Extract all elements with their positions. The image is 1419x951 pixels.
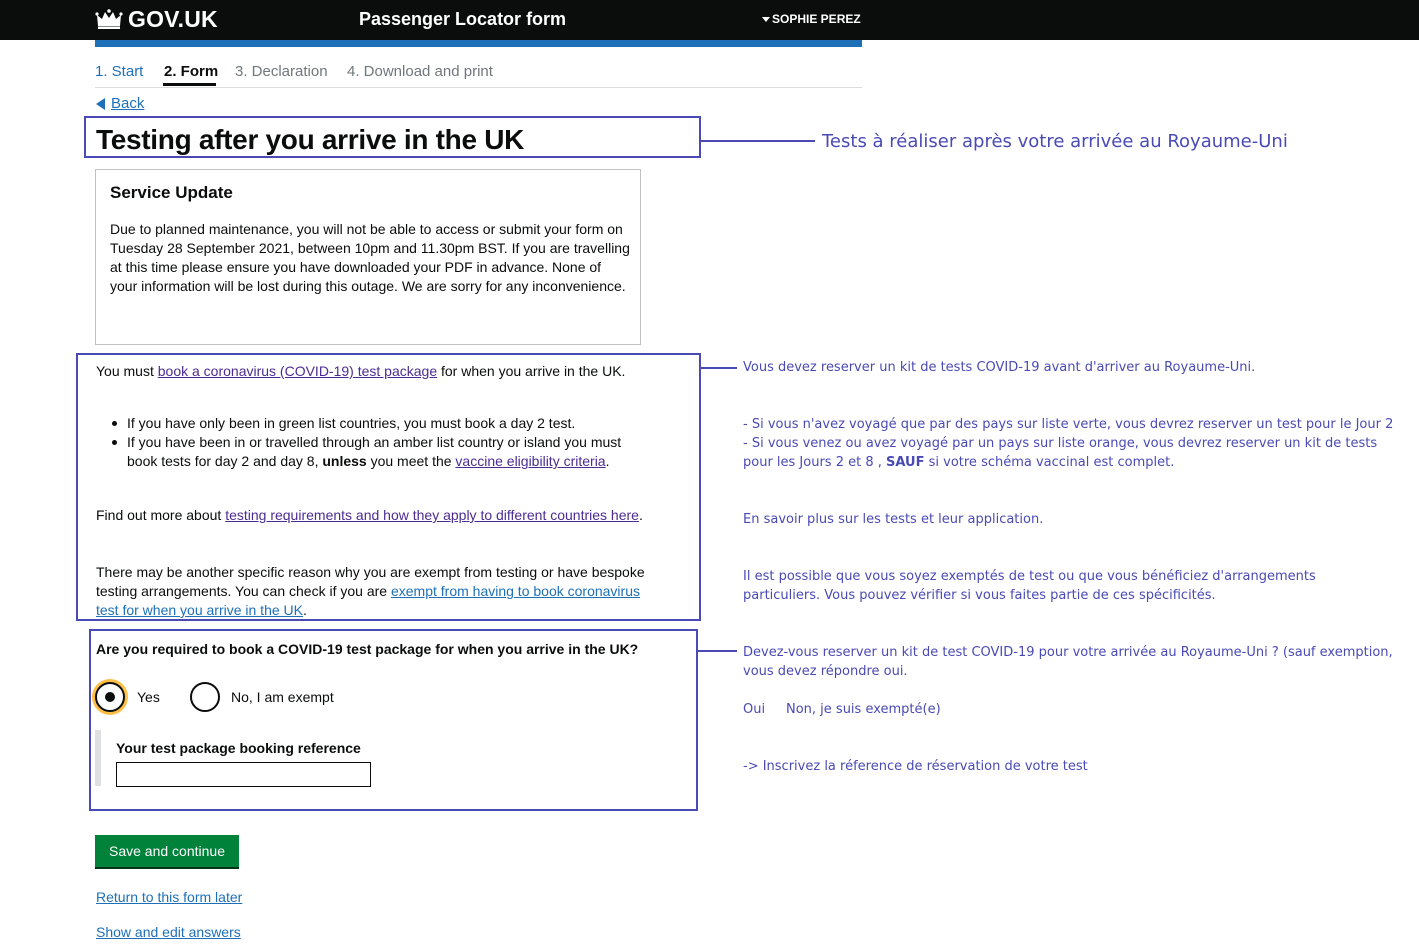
bullet-icon — [112, 421, 117, 426]
user-name: SOPHIE PEREZ — [772, 12, 861, 26]
annotation-amber-bold: SAUF — [886, 455, 925, 470]
annotation-more-fr: En savoir plus sur les tests et leur application. — [743, 512, 1044, 527]
radio-no[interactable] — [190, 682, 334, 712]
intro-suffix: for when you arrive in the UK. — [437, 363, 626, 379]
active-step-indicator — [163, 83, 216, 86]
vaccine-eligibility-link[interactable]: vaccine eligibility criteria — [455, 453, 606, 469]
find-out-prefix: Find out more about — [96, 507, 226, 523]
show-edit-answers-link[interactable]: Show and edit answers — [96, 924, 241, 940]
radio-selected-dot — [105, 692, 115, 702]
radio-yes-circle[interactable] — [95, 682, 125, 712]
annotation-amber-fr — [743, 434, 1383, 472]
annotation-amber-prefix: - Si vous venez ou avez voyagé par un pays sur liste orange, vous devrez reserver un kit de tests pour les Jours 2 et 8 , — [743, 436, 1378, 470]
intro-text — [96, 362, 656, 381]
exempt-link[interactable]: exempt from having to book coronavirus test for when you arrive in the UK — [96, 583, 640, 618]
annotation-connector-question — [698, 650, 737, 652]
bullet-amber-suffix: . — [605, 453, 610, 469]
bullet-icon — [112, 440, 117, 445]
step-form: 2. Form — [164, 63, 219, 80]
requirements-list — [110, 414, 650, 471]
annotation-must-book-fr: Vous devez reserver un kit de tests COVID-19 avant d'arriver au Royaume-Uni. — [743, 360, 1256, 375]
list-item — [110, 433, 650, 471]
testing-requirements-link[interactable]: testing requirements and how they apply to different countries here — [225, 507, 639, 523]
exempt-text — [96, 563, 646, 620]
exempt-suffix: . — [303, 602, 307, 618]
question-label: Are you required to book a COVID-19 test package for when you arrive in the UK? — [96, 641, 639, 657]
step-declaration: 3. Declaration — [235, 63, 328, 80]
bullet-amber-bold: unless — [322, 453, 367, 469]
intro-prefix: You must — [96, 363, 158, 379]
annotation-ref-fr: -> Inscrivez la réference de réservation de votre test — [743, 759, 1088, 774]
find-out-text — [96, 506, 646, 525]
booking-reference-label: Your test package booking reference — [116, 740, 361, 756]
radio-yes[interactable] — [95, 682, 160, 712]
book-test-link[interactable]: book a coronavirus (COVID-19) test package — [157, 363, 438, 379]
back-arrow-icon — [96, 98, 105, 110]
find-out-suffix: . — [638, 507, 643, 523]
conditional-reveal-bar — [95, 730, 101, 786]
header-accent-bar — [95, 40, 862, 47]
exempt-prefix: There may be another specific reason why you are exempt from testing or have bespoke testing arrangements. You can check if you are — [96, 564, 645, 599]
annotation-no-fr: Non, je suis exempté(e) — [786, 702, 941, 717]
booking-reference-input[interactable] — [116, 762, 371, 787]
annotation-title-fr: Tests à réaliser après votre arrivée au Royaume-Uni — [822, 131, 1288, 152]
service-update-title: Service Update — [110, 183, 233, 202]
service-name[interactable]: Passenger Locator form — [359, 9, 567, 29]
annotation-green-fr: - Si vous n'avez voyagé que par des pays sur liste verte, vous devrez reserver un test pour le Jour 2 — [743, 417, 1394, 432]
radio-yes-label[interactable]: Yes — [137, 689, 160, 705]
radio-no-circle[interactable] — [190, 682, 220, 712]
list-item — [110, 414, 650, 433]
annotation-connector-info — [701, 367, 737, 369]
service-update-body: Due to planned maintenance, you will not be able to access or submit your form on Tuesday 28 September 2021, between 10pm and 11.30pm BST. If you are travelling at this time please ensure you have downloaded your PDF in advance. None of your information will be lost during this outage. We are sorry for any inconvenience. — [110, 221, 630, 294]
step-download: 4. Download and print — [347, 63, 493, 80]
caret-down-icon — [762, 17, 770, 22]
page-title: Testing after you arrive in the UK — [96, 124, 525, 155]
step-start[interactable]: 1. Start — [95, 63, 144, 80]
bullet-amber-mid: you meet the — [366, 453, 456, 469]
annotation-exempt-fr: Il est possible que vous soyez exemptés de test ou que vous bénéficiez d'arrangements particuliers. Vous pouvez vérifier si vous faites partie de ces spécificités. — [743, 569, 1316, 603]
logo-text: GOV.UK — [128, 5, 218, 32]
back-link-label[interactable]: Back — [111, 95, 145, 112]
govuk-logo[interactable] — [95, 6, 218, 32]
service-update-panel — [95, 169, 641, 345]
back-link[interactable] — [96, 95, 144, 112]
progress-steps — [95, 62, 862, 88]
header-bar — [0, 0, 1419, 40]
annotation-question-fr: Devez-vous reserver un kit de test COVID-19 pour votre arrivée au Royaume-Uni ? (sauf exemption, vous devez répondre oui. — [743, 645, 1393, 679]
radio-no-label[interactable]: No, I am exempt — [231, 689, 334, 705]
annotation-connector-title — [701, 140, 815, 142]
bullet-green-text: If you have only been in green list countries, you must book a day 2 test. — [127, 415, 576, 431]
save-and-continue-button[interactable]: Save and continue — [95, 835, 239, 867]
annotation-amber-suffix: si votre schéma vaccinal est complet. — [924, 455, 1175, 470]
annotation-box-title — [84, 116, 701, 158]
crown-icon — [95, 8, 123, 30]
bullet-amber-prefix: If you have been in or travelled through an amber list country or island you must book tests for day 2 and day 8, — [127, 434, 622, 469]
return-later-link[interactable]: Return to this form later — [96, 889, 243, 905]
annotation-yes-fr: Oui — [743, 702, 766, 717]
user-menu[interactable] — [762, 12, 861, 26]
